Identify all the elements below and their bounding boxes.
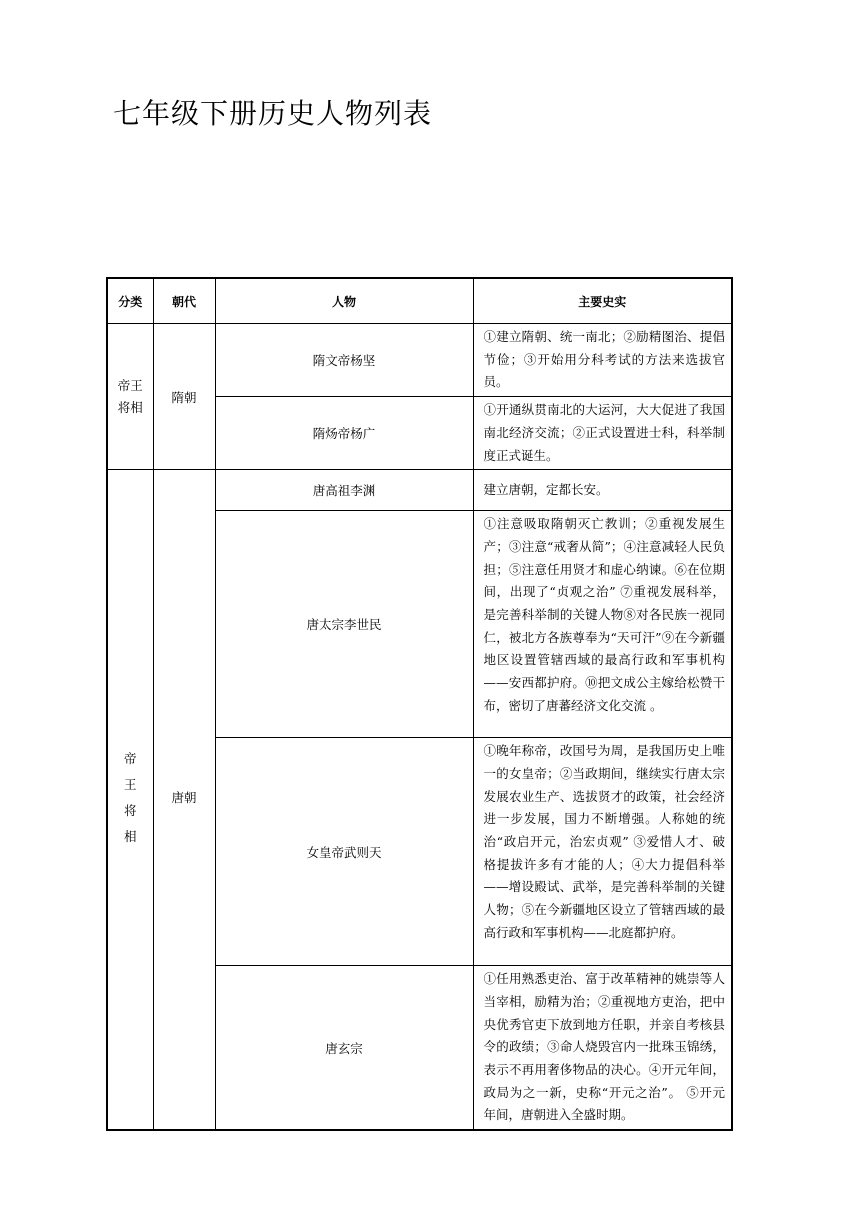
table-header-row [107, 278, 732, 324]
table-row [107, 470, 732, 511]
facts-cell: ①注意吸取隋朝灭亡教训；②重视发展生产；③注意“戒奢从简”；④注意减轻人民负担；⑤注意任用贤才和虚心纳谏。⑥在位期间，出现了“贞观之治” ⑦重视发展科举，是完善科举制的关键人物⑧对各民族一视同仁，被北方各族尊奉为“天可汗”⑨在今新疆地区设置管辖西域的最高行政和军事机构——安西都护府。⑩把文成公主嫁给松赞干布，密切了唐蕃经济文化交流 。 [473, 511, 732, 738]
header-category: 分类 [107, 278, 153, 324]
category-label: 帝王将相 [117, 377, 143, 415]
person-cell: 隋炀帝杨广 [215, 397, 473, 470]
facts-cell: ①建立隋朝、统一南北；②励精图治、提倡节俭；③开始用分科考试的方法来选拔官员。 [473, 324, 732, 397]
dynasty-cell-sui: 隋朝 [153, 324, 215, 470]
category-cell-sui [107, 324, 153, 470]
history-figures-table [106, 277, 733, 1131]
dynasty-cell-tang: 唐朝 [153, 470, 215, 1130]
header-facts: 主要史实 [473, 278, 732, 324]
facts-cell: ①开通纵贯南北的大运河，大大促进了我国南北经济交流；②正式设置进士科，科举制度正式诞生。 [473, 397, 732, 470]
person-cell: 隋文帝杨坚 [215, 324, 473, 397]
page-title: 七年级下册历史人物列表 [113, 97, 433, 130]
person-cell: 唐太宗李世民 [215, 511, 473, 738]
table-row [107, 324, 732, 397]
facts-cell: 建立唐朝，定都长安。 [473, 470, 732, 511]
category-label: 帝王将相 [123, 751, 137, 845]
person-cell: 唐玄宗 [215, 966, 473, 1130]
category-cell-tang [107, 470, 153, 1130]
person-cell: 女皇帝武则天 [215, 738, 473, 966]
header-person: 人物 [215, 278, 473, 324]
person-cell: 唐高祖李渊 [215, 470, 473, 511]
facts-cell: ①任用熟悉吏治、富于改革精神的姚崇等人当宰相，励精为治；②重视地方吏治，把中央优秀官吏下放到地方任职，并亲自考核县令的政绩；③命人烧毁宫内一批珠玉锦绣，表示不再用奢侈物品的决心。④开元年间，政局为之一新，史称“开元之治”。 ⑤开元年间，唐朝进入全盛时期。 [473, 966, 732, 1130]
facts-cell: ①晚年称帝，改国号为周，是我国历史上唯一的女皇帝；②当政期间，继续实行唐太宗发展农业生产、选拔贤才的政策，社会经济进一步发展，国力不断增强。人称她的统治“政启开元，治宏贞观” ③爱惜人才、破格提拔许多有才能的人；④大力提倡科举——增设殿试、武举，是完善科举制的关键人物；⑤在今新疆地区设立了管辖西域的最高行政和军事机构——北庭都护府。 [473, 738, 732, 966]
header-dynasty: 朝代 [153, 278, 215, 324]
